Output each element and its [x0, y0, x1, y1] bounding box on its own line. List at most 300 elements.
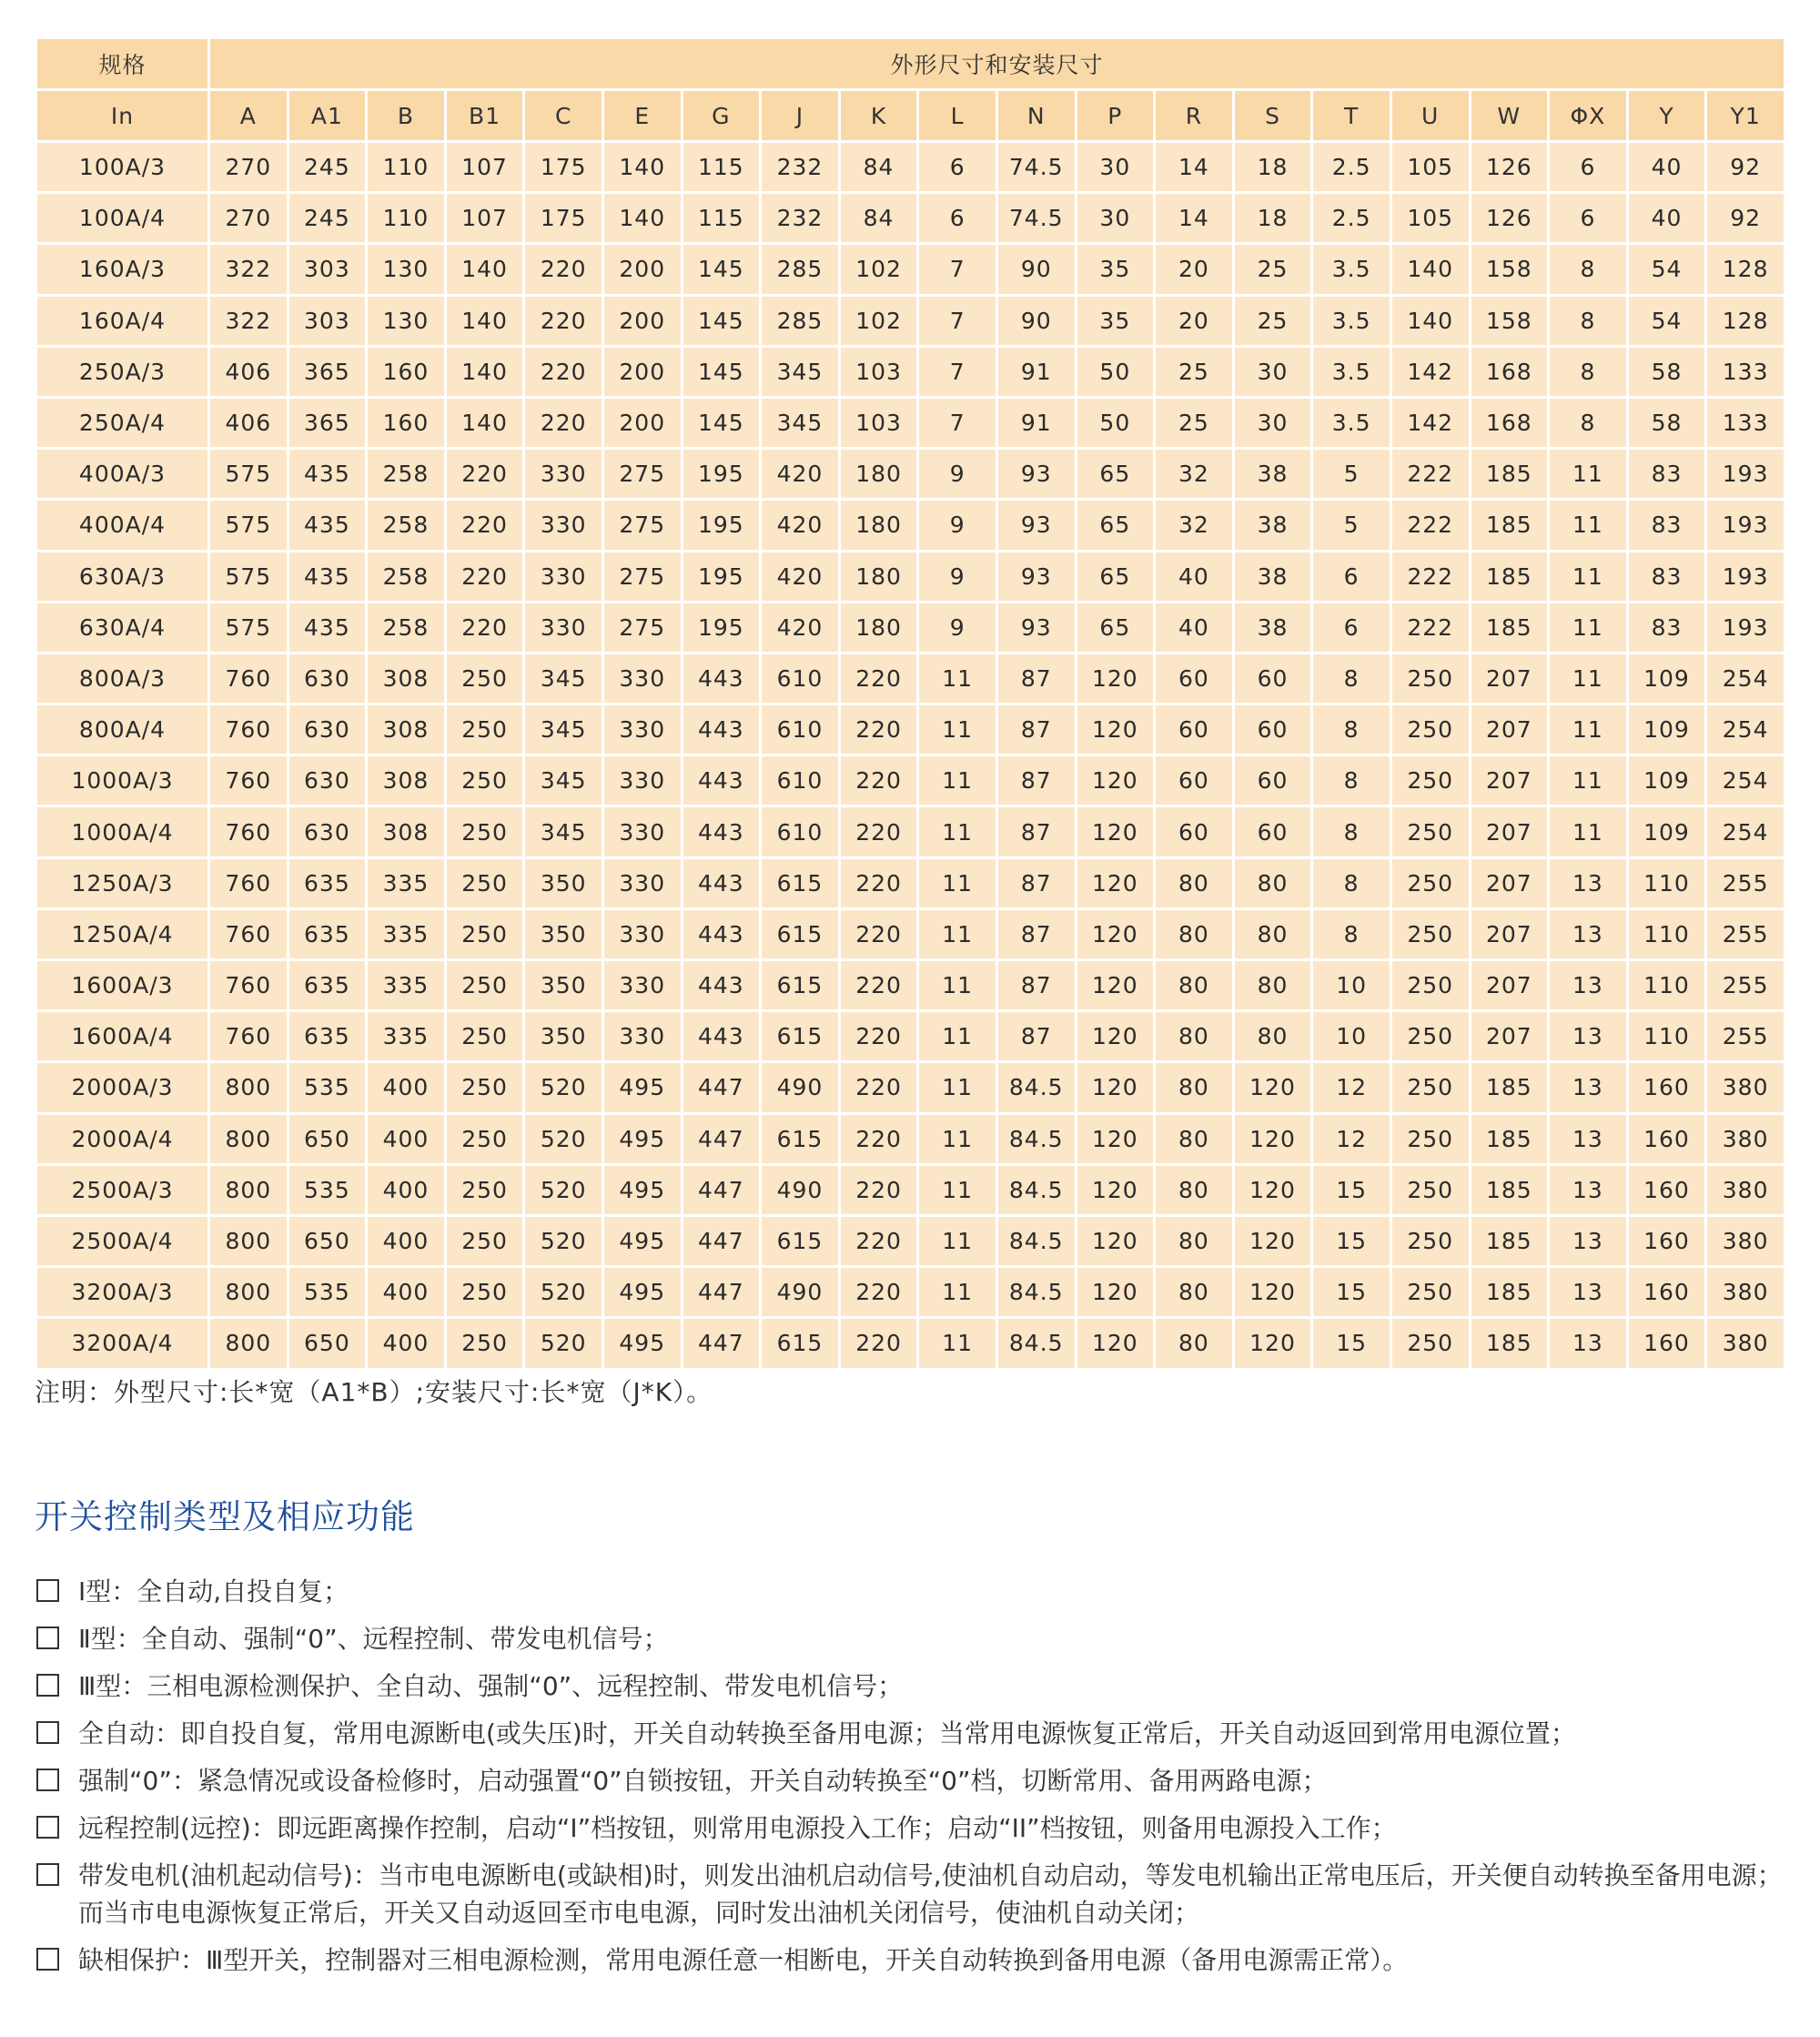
- table-cell: 220: [524, 295, 603, 346]
- table-cell: 140: [1390, 295, 1470, 346]
- table-cell: 760: [209, 1011, 288, 1062]
- table-cell: 65: [1076, 500, 1155, 551]
- column-header: Y1: [1706, 90, 1785, 142]
- table-cell: 120: [1076, 755, 1155, 806]
- table-cell: 635: [288, 857, 367, 908]
- table-cell: 11: [918, 1062, 997, 1113]
- table-cell: 495: [602, 1318, 682, 1369]
- table-cell: 222: [1390, 602, 1470, 653]
- table-cell: 650: [288, 1215, 367, 1266]
- table-cell: 180: [839, 449, 918, 500]
- table-cell: 207: [1470, 908, 1549, 959]
- list-item-text: Ⅲ型：三相电源检测保护、全自动、强制“0”、远程控制、带发电机信号；: [78, 1671, 904, 1701]
- table-cell: 8: [1312, 908, 1391, 959]
- table-cell: 60: [1233, 755, 1312, 806]
- table-cell: 110: [1627, 1011, 1706, 1062]
- table-cell: 87: [996, 806, 1076, 857]
- table-cell: 335: [367, 960, 446, 1011]
- table-cell: 800: [209, 1318, 288, 1369]
- row-spec-cell: 3200A/4: [36, 1318, 209, 1369]
- table-cell: 140: [445, 397, 524, 448]
- table-cell: 575: [209, 500, 288, 551]
- table-row: [36, 806, 1785, 857]
- table-cell: 38: [1233, 602, 1312, 653]
- table-cell: 400: [367, 1113, 446, 1164]
- table-cell: 8: [1312, 755, 1391, 806]
- table-cell: 40: [1627, 193, 1706, 244]
- table-cell: 193: [1706, 449, 1785, 500]
- table-cell: 180: [839, 602, 918, 653]
- table-cell: 60: [1233, 653, 1312, 704]
- table-cell: 380: [1706, 1113, 1785, 1164]
- table-cell: 335: [367, 908, 446, 959]
- table-cell: 13: [1549, 1164, 1628, 1215]
- column-header: A: [209, 90, 288, 142]
- table-cell: 175: [524, 142, 603, 193]
- table-cell: 406: [209, 397, 288, 448]
- table-cell: 91: [996, 346, 1076, 397]
- table-cell: 140: [602, 142, 682, 193]
- table-cell: 350: [524, 857, 603, 908]
- table-cell: 120: [1233, 1215, 1312, 1266]
- table-cell: 8: [1312, 806, 1391, 857]
- table-cell: 200: [602, 244, 682, 295]
- table-cell: 120: [1233, 1062, 1312, 1113]
- table-cell: 11: [918, 1164, 997, 1215]
- table-cell: 90: [996, 295, 1076, 346]
- table-cell: 20: [1155, 244, 1234, 295]
- table-cell: 220: [839, 908, 918, 959]
- table-cell: 126: [1470, 193, 1549, 244]
- table-cell: 140: [602, 193, 682, 244]
- table-row: [36, 1011, 1785, 1062]
- table-cell: 400: [367, 1062, 446, 1113]
- table-cell: 15: [1312, 1267, 1391, 1318]
- table-cell: 84.5: [996, 1164, 1076, 1215]
- table-cell: 160: [367, 397, 446, 448]
- table-cell: 145: [682, 244, 761, 295]
- table-cell: 80: [1155, 1113, 1234, 1164]
- table-cell: 11: [1549, 653, 1628, 704]
- table-cell: 11: [1549, 551, 1628, 602]
- table-cell: 185: [1470, 449, 1549, 500]
- table-cell: 128: [1706, 295, 1785, 346]
- table-cell: 447: [682, 1113, 761, 1164]
- table-cell: 6: [1312, 602, 1391, 653]
- table-cell: 180: [839, 500, 918, 551]
- table-cell: 40: [1627, 142, 1706, 193]
- table-cell: 250: [445, 1267, 524, 1318]
- header-spec: 规格: [36, 38, 209, 90]
- function-list: [35, 1573, 1791, 1989]
- table-cell: 220: [839, 653, 918, 704]
- row-spec-cell: 1600A/3: [36, 960, 209, 1011]
- table-cell: 250: [1390, 1062, 1470, 1113]
- table-cell: 185: [1470, 551, 1549, 602]
- table-cell: 25: [1233, 295, 1312, 346]
- table-cell: 80: [1155, 908, 1234, 959]
- list-item: [35, 1620, 1791, 1657]
- table-cell: 80: [1233, 960, 1312, 1011]
- table-cell: 103: [839, 346, 918, 397]
- table-cell: 9: [918, 551, 997, 602]
- table-cell: 120: [1076, 1113, 1155, 1164]
- table-header-row-group: [36, 38, 1785, 90]
- table-cell: 490: [761, 1267, 840, 1318]
- table-row: [36, 653, 1785, 704]
- table-cell: 35: [1076, 295, 1155, 346]
- table-row: [36, 1113, 1785, 1164]
- table-cell: 60: [1155, 755, 1234, 806]
- table-cell: 120: [1076, 908, 1155, 959]
- table-cell: 630: [288, 653, 367, 704]
- table-cell: 630: [288, 704, 367, 755]
- table-cell: 87: [996, 908, 1076, 959]
- table-cell: 258: [367, 449, 446, 500]
- table-cell: 93: [996, 449, 1076, 500]
- table-cell: 128: [1706, 244, 1785, 295]
- table-cell: 15: [1312, 1164, 1391, 1215]
- column-header: B: [367, 90, 446, 142]
- table-cell: 250: [445, 806, 524, 857]
- table-cell: 303: [288, 244, 367, 295]
- row-spec-cell: 800A/4: [36, 704, 209, 755]
- table-cell: 11: [1549, 602, 1628, 653]
- table-cell: 250: [445, 1113, 524, 1164]
- table-row: [36, 857, 1785, 908]
- list-item-text: 强制“0”：紧急情况或设备检修时，启动强置“0”自锁按钮，开关自动转换至“0”档，切断常用、备用两路电源；: [78, 1766, 1328, 1796]
- list-item: [35, 1857, 1791, 1931]
- table-cell: 158: [1470, 295, 1549, 346]
- table-cell: 6: [918, 142, 997, 193]
- table-cell: 250: [1390, 1113, 1470, 1164]
- table-cell: 120: [1076, 1215, 1155, 1266]
- table-cell: 220: [839, 1318, 918, 1369]
- table-cell: 220: [445, 551, 524, 602]
- table-cell: 760: [209, 806, 288, 857]
- table-cell: 11: [918, 1011, 997, 1062]
- table-cell: 350: [524, 1011, 603, 1062]
- table-cell: 250: [445, 960, 524, 1011]
- table-row: [36, 295, 1785, 346]
- table-row: [36, 602, 1785, 653]
- table-cell: 15: [1312, 1318, 1391, 1369]
- table-cell: 443: [682, 857, 761, 908]
- table-cell: 80: [1155, 1062, 1234, 1113]
- table-cell: 250: [445, 1062, 524, 1113]
- column-header: K: [839, 90, 918, 142]
- table-cell: 83: [1627, 449, 1706, 500]
- table-note: 注明：外型尺寸:长*宽（A1*B）;安装尺寸:长*宽（J*K）。: [35, 1377, 713, 1407]
- column-header: G: [682, 90, 761, 142]
- table-row: [36, 1318, 1785, 1369]
- table-cell: 610: [761, 704, 840, 755]
- table-cell: 11: [918, 1267, 997, 1318]
- table-cell: 250: [445, 908, 524, 959]
- table-cell: 80: [1155, 1318, 1234, 1369]
- table-cell: 250: [1390, 704, 1470, 755]
- table-cell: 420: [761, 602, 840, 653]
- table-cell: 330: [602, 653, 682, 704]
- table-cell: 443: [682, 806, 761, 857]
- table-cell: 120: [1233, 1113, 1312, 1164]
- table-cell: 447: [682, 1062, 761, 1113]
- table-cell: 2.5: [1312, 142, 1391, 193]
- table-cell: 270: [209, 142, 288, 193]
- table-cell: 435: [288, 500, 367, 551]
- table-cell: 80: [1155, 1215, 1234, 1266]
- table-cell: 10: [1312, 960, 1391, 1011]
- table-cell: 185: [1470, 1062, 1549, 1113]
- table-cell: 25: [1233, 244, 1312, 295]
- table-cell: 220: [524, 244, 603, 295]
- table-cell: 84.5: [996, 1215, 1076, 1266]
- table-cell: 380: [1706, 1062, 1785, 1113]
- table-row: [36, 244, 1785, 295]
- row-spec-cell: 2000A/4: [36, 1113, 209, 1164]
- table-cell: 207: [1470, 806, 1549, 857]
- checkbox-square-icon: [36, 1674, 59, 1697]
- table-cell: 520: [524, 1164, 603, 1215]
- row-spec-cell: 1250A/4: [36, 908, 209, 959]
- table-cell: 520: [524, 1267, 603, 1318]
- table-cell: 220: [839, 704, 918, 755]
- table-cell: 120: [1233, 1318, 1312, 1369]
- table-cell: 250: [1390, 1011, 1470, 1062]
- table-cell: 30: [1076, 193, 1155, 244]
- table-cell: 87: [996, 755, 1076, 806]
- table-cell: 435: [288, 449, 367, 500]
- table-cell: 220: [839, 857, 918, 908]
- table-cell: 330: [602, 1011, 682, 1062]
- table-cell: 220: [445, 500, 524, 551]
- table-cell: 220: [524, 397, 603, 448]
- row-spec-cell: 2500A/4: [36, 1215, 209, 1266]
- table-cell: 200: [602, 397, 682, 448]
- table-cell: 168: [1470, 397, 1549, 448]
- row-spec-cell: 400A/4: [36, 500, 209, 551]
- table-cell: 275: [602, 500, 682, 551]
- table-cell: 18: [1233, 142, 1312, 193]
- table-cell: 185: [1470, 1215, 1549, 1266]
- table-cell: 800: [209, 1164, 288, 1215]
- table-cell: 120: [1076, 960, 1155, 1011]
- table-cell: 13: [1549, 908, 1628, 959]
- column-header: N: [996, 90, 1076, 142]
- table-cell: 13: [1549, 1267, 1628, 1318]
- table-cell: 142: [1390, 397, 1470, 448]
- column-header: E: [602, 90, 682, 142]
- table-cell: 140: [445, 295, 524, 346]
- table-cell: 13: [1549, 1062, 1628, 1113]
- table-cell: 168: [1470, 346, 1549, 397]
- table-cell: 6: [1549, 142, 1628, 193]
- table-cell: 120: [1076, 1062, 1155, 1113]
- table-cell: 13: [1549, 1011, 1628, 1062]
- table-cell: 520: [524, 1062, 603, 1113]
- table-cell: 60: [1155, 806, 1234, 857]
- table-cell: 650: [288, 1113, 367, 1164]
- table-cell: 3.5: [1312, 346, 1391, 397]
- table-cell: 250: [1390, 653, 1470, 704]
- table-cell: 207: [1470, 960, 1549, 1011]
- table-cell: 615: [761, 1318, 840, 1369]
- table-cell: 330: [524, 551, 603, 602]
- row-spec-cell: 630A/4: [36, 602, 209, 653]
- table-cell: 345: [524, 755, 603, 806]
- table-cell: 345: [524, 806, 603, 857]
- table-cell: 84.5: [996, 1318, 1076, 1369]
- table-cell: 60: [1155, 653, 1234, 704]
- table-cell: 535: [288, 1062, 367, 1113]
- table-cell: 80: [1155, 1164, 1234, 1215]
- table-cell: 254: [1706, 806, 1785, 857]
- table-cell: 160: [1627, 1318, 1706, 1369]
- checkbox-square-icon: [36, 1816, 59, 1839]
- table-cell: 84.5: [996, 1062, 1076, 1113]
- table-cell: 120: [1076, 1164, 1155, 1215]
- table-cell: 160: [1627, 1164, 1706, 1215]
- table-cell: 275: [602, 449, 682, 500]
- table-cell: 520: [524, 1113, 603, 1164]
- table-cell: 145: [682, 295, 761, 346]
- table-header-row-columns: [36, 90, 1785, 142]
- table-cell: 615: [761, 1011, 840, 1062]
- table-cell: 195: [682, 551, 761, 602]
- table-cell: 38: [1233, 500, 1312, 551]
- table-cell: 65: [1076, 449, 1155, 500]
- table-cell: 102: [839, 244, 918, 295]
- table-cell: 80: [1233, 1011, 1312, 1062]
- table-cell: 25: [1155, 397, 1234, 448]
- list-item: [35, 1809, 1791, 1847]
- table-cell: 447: [682, 1164, 761, 1215]
- table-cell: 275: [602, 551, 682, 602]
- table-cell: 109: [1627, 755, 1706, 806]
- table-cell: 207: [1470, 653, 1549, 704]
- table-cell: 80: [1233, 857, 1312, 908]
- table-row: [36, 908, 1785, 959]
- table-row: [36, 755, 1785, 806]
- table-cell: 207: [1470, 704, 1549, 755]
- table-cell: 40: [1155, 551, 1234, 602]
- table-cell: 220: [839, 1113, 918, 1164]
- table-cell: 9: [918, 602, 997, 653]
- table-cell: 635: [288, 960, 367, 1011]
- table-cell: 330: [524, 500, 603, 551]
- checkbox-square-icon: [36, 1721, 59, 1744]
- table-row: [36, 1062, 1785, 1113]
- table-cell: 120: [1076, 1318, 1155, 1369]
- table-cell: 345: [524, 704, 603, 755]
- row-spec-cell: 2000A/3: [36, 1062, 209, 1113]
- checkbox-square-icon: [36, 1863, 59, 1886]
- table-cell: 535: [288, 1267, 367, 1318]
- table-cell: 250: [1390, 806, 1470, 857]
- table-cell: 220: [445, 602, 524, 653]
- table-cell: 30: [1076, 142, 1155, 193]
- table-cell: 140: [1390, 244, 1470, 295]
- table-cell: 330: [524, 602, 603, 653]
- table-cell: 65: [1076, 551, 1155, 602]
- table-cell: 800: [209, 1062, 288, 1113]
- table-cell: 195: [682, 602, 761, 653]
- table-cell: 615: [761, 857, 840, 908]
- table-cell: 87: [996, 960, 1076, 1011]
- table-cell: 200: [602, 346, 682, 397]
- table-cell: 7: [918, 295, 997, 346]
- table-cell: 255: [1706, 908, 1785, 959]
- table-cell: 120: [1233, 1267, 1312, 1318]
- column-header: A1: [288, 90, 367, 142]
- table-cell: 330: [602, 806, 682, 857]
- table-row: [36, 397, 1785, 448]
- list-item-text: 缺相保护：Ⅲ型开关，控制器对三相电源检测，常用电源任意一相断电，开关自动转换到备用电源（备用电源需正常）。: [78, 1945, 1409, 1975]
- list-item: [35, 1941, 1791, 1979]
- table-cell: 107: [445, 142, 524, 193]
- table-cell: 110: [1627, 857, 1706, 908]
- column-header: In: [36, 90, 209, 142]
- table-cell: 250: [1390, 857, 1470, 908]
- table-cell: 38: [1233, 449, 1312, 500]
- row-spec-cell: 100A/3: [36, 142, 209, 193]
- table-cell: 105: [1390, 193, 1470, 244]
- table-cell: 32: [1155, 449, 1234, 500]
- table-cell: 120: [1076, 653, 1155, 704]
- table-cell: 222: [1390, 551, 1470, 602]
- table-cell: 400: [367, 1215, 446, 1266]
- table-cell: 74.5: [996, 193, 1076, 244]
- table-cell: 365: [288, 397, 367, 448]
- table-cell: 8: [1549, 397, 1628, 448]
- table-cell: 254: [1706, 653, 1785, 704]
- table-cell: 15: [1312, 1215, 1391, 1266]
- table-cell: 365: [288, 346, 367, 397]
- table-cell: 30: [1233, 397, 1312, 448]
- table-cell: 8: [1312, 653, 1391, 704]
- table-cell: 11: [1549, 500, 1628, 551]
- table-cell: 87: [996, 857, 1076, 908]
- table-cell: 220: [839, 960, 918, 1011]
- table-cell: 195: [682, 449, 761, 500]
- table-cell: 120: [1076, 704, 1155, 755]
- table-cell: 65: [1076, 602, 1155, 653]
- table-cell: 630: [288, 755, 367, 806]
- table-cell: 11: [918, 960, 997, 1011]
- table-cell: 11: [918, 908, 997, 959]
- table-cell: 760: [209, 960, 288, 1011]
- table-cell: 490: [761, 1062, 840, 1113]
- table-cell: 7: [918, 346, 997, 397]
- table-cell: 345: [761, 397, 840, 448]
- table-cell: 335: [367, 1011, 446, 1062]
- table-cell: 232: [761, 142, 840, 193]
- table-cell: 11: [918, 806, 997, 857]
- table-cell: 420: [761, 551, 840, 602]
- table-cell: 250: [1390, 908, 1470, 959]
- table-cell: 220: [839, 806, 918, 857]
- table-cell: 12: [1312, 1062, 1391, 1113]
- table-cell: 8: [1549, 295, 1628, 346]
- column-header: Y: [1627, 90, 1706, 142]
- table-cell: 83: [1627, 602, 1706, 653]
- table-cell: 84.5: [996, 1267, 1076, 1318]
- table-cell: 120: [1233, 1164, 1312, 1215]
- table-cell: 207: [1470, 1011, 1549, 1062]
- list-item-text: Ⅰ型：全自动,自投自复；: [78, 1576, 349, 1606]
- table-cell: 84: [839, 142, 918, 193]
- table-row: [36, 142, 1785, 193]
